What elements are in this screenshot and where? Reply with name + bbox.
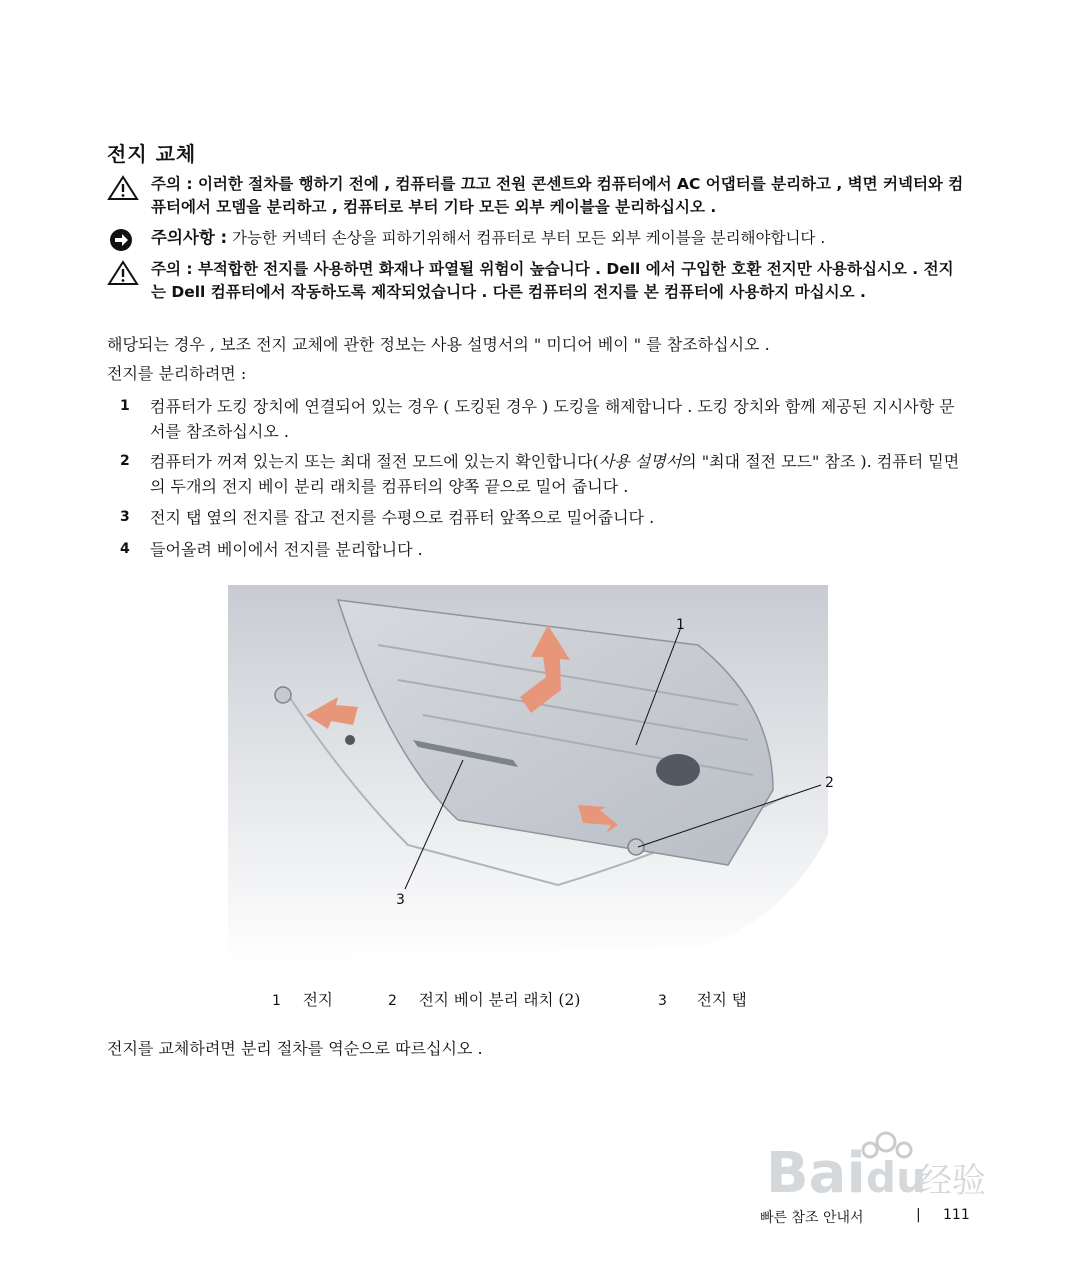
battery-button xyxy=(656,754,700,786)
latch-right xyxy=(628,839,644,855)
caution-block-1 xyxy=(107,173,967,219)
step-number: 2 xyxy=(120,453,130,469)
notice-label: 주의사항 : xyxy=(151,228,228,247)
caution-label: 주의 : xyxy=(151,175,193,193)
svg-text:Bai: Bai xyxy=(766,1141,866,1206)
notice-text: 가능한 커넥터 손상을 피하기위해서 컴퓨터로 부터 모든 외부 케이블을 분리해야합니다 . xyxy=(227,229,826,247)
page-number: 111 xyxy=(943,1207,970,1223)
battery-removal-illustration xyxy=(228,585,828,965)
manual-title: 사용 설명서 xyxy=(598,452,682,471)
caution-block-2 xyxy=(107,258,967,304)
screw-hole xyxy=(345,735,355,745)
legend-item-2: 2 전지 베이 분리 래치 (2) xyxy=(388,991,581,1009)
svg-text:经验: 经验 xyxy=(918,1161,986,1201)
notice-arrow-icon xyxy=(107,227,139,253)
step-text: 들어올려 베이에서 전지를 분리합니다 . xyxy=(150,540,423,559)
step-1 xyxy=(120,394,970,444)
paragraph-replace: 전지를 교체하려면 분리 절차를 역순으로 따르십시오 . xyxy=(107,1039,483,1058)
paragraph-remove-intro: 전지를 분리하려면 : xyxy=(107,364,247,383)
step-4 xyxy=(120,537,970,562)
callout-1: 1 xyxy=(676,617,685,633)
step-3 xyxy=(120,505,970,530)
section-title: 전지 교체 xyxy=(107,142,197,166)
caution-text: 부적합한 전지를 사용하면 화재나 파열될 위험이 높습니다 . Dell 에서 구입한 호환 전지만 사용하십시오 . 전지는 Dell 컴퓨터에서 작동하도록 제작되었습니다 . 다른 컴퓨터의 전지를 본 컴퓨터에 사용하지 마십시오 . xyxy=(151,260,954,301)
notice-block xyxy=(107,226,967,250)
latch-left xyxy=(275,687,291,703)
step-number: 4 xyxy=(120,541,130,557)
footer-separator: | xyxy=(916,1207,921,1223)
warning-triangle-icon xyxy=(107,260,139,286)
step-text: 컴퓨터가 도킹 장치에 연결되어 있는 경우 ( 도킹된 경우 ) 도킹을 해제합니다 . 도킹 장치와 함께 제공된 지시사항 문서를 참조하십시오 . xyxy=(150,397,955,441)
step-text: 컴퓨터가 꺼져 있는지 또는 최대 절전 모드에 있는지 확인합니다(사용 설명서의 "최대 절전 모드" 참조 ). 컴퓨터 밑면의 두개의 전지 베이 분리 래치를 컴퓨터의 양쪽 끝으로 밀어 줍니다 . xyxy=(150,452,960,496)
callout-3: 3 xyxy=(396,892,405,908)
caution-text: 이러한 절차를 행하기 전에 , 컴퓨터를 끄고 전원 콘센트와 컴퓨터에서 AC 어댑터를 분리하고 , 벽면 커넥터와 컴퓨터에서 모뎀을 분리하고 , 컴퓨터로 부터 기타 모든 외부 케이블을 분리하십시오 . xyxy=(151,175,964,216)
legend-item-3: 3 전지 탭 xyxy=(658,991,747,1009)
step-text: 전지 탭 옆의 전지를 잡고 전지를 수평으로 컴퓨터 앞쪽으로 밀어줍니다 . xyxy=(150,508,655,527)
paragraph-media-bay: 해당되는 경우 , 보조 전지 교체에 관한 정보는 사용 설명서의 " 미디어 베이 " 를 참조하십시오 . xyxy=(107,335,770,354)
svg-text:du: du xyxy=(866,1153,926,1202)
step-number: 1 xyxy=(120,398,130,414)
footer-guide-title: 빠른 참조 안내서 xyxy=(760,1210,864,1226)
callout-2: 2 xyxy=(825,775,834,791)
warning-triangle-icon xyxy=(107,175,139,201)
caution-label: 주의 : xyxy=(151,260,193,278)
legend-item-1: 1 전지 xyxy=(272,991,333,1009)
step-2 xyxy=(120,449,970,499)
step-number: 3 xyxy=(120,509,130,525)
